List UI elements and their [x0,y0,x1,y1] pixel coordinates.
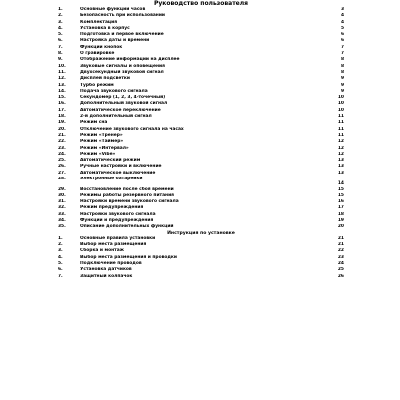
toc-entry-number: 19. [58,120,66,126]
toc-entry-number: 16. [58,101,66,107]
toc-entry-title: О гравировке [80,51,115,57]
toc-entry-title: Режим «Таймер» [80,139,124,145]
toc-entry-number: 1. [58,235,63,241]
toc-entry-page: 11 [337,114,344,120]
toc-entry-number: 5. [58,32,63,38]
toc-entry-title: Настройка даты и времени [80,38,150,44]
toc-entry-page: 7 [340,44,344,50]
toc-entry-number: 9. [58,57,63,63]
toc-entry-title: Подключение проводов [80,260,142,266]
toc-entry-number: 4. [58,25,63,31]
toc-entry-page: 16 [337,199,344,205]
toc-entry-title: Автоматический режим [80,158,141,164]
toc-entry-title: Настройки времени звукового сигнала [80,199,179,205]
toc-entry-number: 2. [58,13,63,19]
toc-entry-title: Выбор места размещения [80,242,147,248]
toc-entry-number: 25. [58,158,66,164]
toc-entry [58,224,344,230]
toc-entry-title: Основные правила установки [80,235,156,241]
toc-entry-page: 10 [337,95,344,101]
toc-entry-page: 23 [337,254,344,260]
toc-entry-title: Ручные настройки и включение [80,164,162,170]
toc-entry-title: Сборка и монтаж [80,248,125,254]
toc-entry-number: 14. [58,88,66,94]
toc-entry-number: 13. [58,82,66,88]
toc-entry-title: Описание дополнительных функций [80,224,174,230]
toc-entry-number: 6. [58,38,63,44]
document-title: Руководство пользователя [153,0,248,7]
toc-entry-page: 12 [337,145,344,151]
toc-entry-number: 26. [58,164,66,170]
toc-entry-page: 13 [337,170,344,176]
toc-entry-page: 15 [337,186,344,192]
toc-entry-title: Отключение звукового сигнала на часах [80,126,184,132]
toc-entry-title: Звуковые сигналы и оповещения [80,63,165,69]
toc-entry-title: Отображение информации на дисплее [80,57,180,63]
toc-entry-page: 20 [337,224,344,230]
toc-entry-number: 28. [58,177,66,182]
toc-entry-number: 35. [58,224,66,230]
toc-entry-number: 8. [58,51,63,57]
toc-entry-page: 14 [337,180,344,186]
toc-entry-number: 17. [58,107,66,113]
toc-entry-page: 7 [340,51,344,57]
toc-entry-title: Восстановление после сбоя времени [80,186,174,192]
toc-entry-page: 11 [337,120,344,126]
toc-entry-title: Режим сна [80,120,108,126]
section-heading: Инструкция по установке [167,230,235,236]
toc-entry-title: Секундомер (1, 2, 3, 4-точечный) [80,95,166,101]
toc-entry-page: 26 [337,273,344,279]
toc-entry-title: Турбо режим [80,82,114,88]
toc-entry-title: Комплектация [80,19,118,25]
toc-entry-page: 3 [340,7,344,12]
toc-entry-page: 21 [337,242,344,248]
toc-entry-page: 8 [340,57,344,63]
toc-entry-number: 15. [58,95,66,101]
toc-entry-number: 1. [58,7,63,12]
toc-entry-page: 8 [340,69,344,75]
toc-entry-number: 4. [58,254,63,260]
toc-entry-number: 18. [58,114,66,120]
toc-entry-number: 29. [58,186,66,192]
toc-entry-page: 22 [337,248,344,254]
toc-entry-title: Выбор места размещения и проводки [80,254,177,260]
toc-entry-page: 6 [340,32,344,38]
table-of-contents-installation [58,236,344,280]
toc-entry-number: 32. [58,205,66,211]
toc-entry-page: 11 [337,126,344,132]
toc-entry-page: 21 [337,235,344,241]
toc-entry-page: 11 [337,132,344,138]
toc-entry-page: 12 [337,139,344,145]
toc-entry-number: 20. [58,126,66,132]
toc-entry-number: 7. [58,44,63,50]
toc-entry-title: Режим предупреждения [80,205,144,211]
toc-entry-page: 13 [337,164,344,170]
toc-entry-page: 13 [337,158,344,164]
toc-entry-title: Режим «Интервал» [80,145,129,151]
toc-entry-number: 7. [58,273,63,279]
toc-entry-number: 21. [58,132,66,138]
toc-entry-page: 9 [340,82,344,88]
toc-entry-number: 5. [58,260,63,266]
toc-entry-title: Режим «Vibe» [80,151,116,157]
toc-entry-page: 12 [337,151,344,157]
toc-entry-title: Двухсекундный звуковой сигнал [80,69,164,75]
toc-entry-page: 10 [337,101,344,107]
toc-entry-title: Защитный колпачок [80,273,133,279]
toc-entry-title: Подготовка и первое включение [80,32,164,38]
toc-entry-title: Подача звукового сигнала [80,88,148,94]
toc-entry-page: 18 [337,211,344,217]
toc-entry-title: Режим «Тренер» [80,132,123,138]
toc-entry-page: 6 [340,38,344,44]
toc-entry-title: Безопасность при использовании [80,13,165,19]
toc-entry [58,274,344,280]
toc-entry-title: Электронные батарейки [80,177,143,182]
toc-entry-number: 12. [58,76,66,82]
toc-entry-page: 25 [337,267,344,273]
toc-entry-number: 10. [58,63,66,69]
toc-entry-number: 2. [58,242,63,248]
toc-entry-page: 17 [337,205,344,211]
toc-entry-number: 3. [58,248,63,254]
toc-entry-page: 19 [337,218,344,223]
table-of-contents [58,7,344,231]
toc-entry-number: 3. [58,19,63,25]
toc-entry-page: 4 [340,19,344,25]
toc-entry-title: Функции и предупреждения [80,218,154,223]
toc-entry-page: 9 [340,76,344,82]
toc-entry-title: Дополнительный звуковой сигнал [80,101,168,107]
toc-entry-page: 4 [340,13,344,19]
toc-entry-page: 8 [340,63,344,69]
toc-entry-title: Автоматическое выключение [80,170,156,176]
toc-entry-number: 22. [58,139,66,145]
toc-entry-number: 23. [58,145,66,151]
toc-entry-title: Установка датчиков [80,267,132,273]
toc-entry-number: 34. [58,218,66,223]
toc-entry-page: 5 [340,25,344,31]
toc-entry-page: 10 [337,107,344,113]
toc-entry-title: Автоматическое переключение [80,107,161,113]
toc-entry-number: 31. [58,199,66,205]
toc-entry-title: Основные функции часов [80,7,146,12]
toc-entry [58,177,344,187]
toc-entry-number: 27. [58,170,66,176]
toc-entry-title: Настройки звукового сигнала [80,211,156,217]
toc-entry-page: 9 [340,88,344,94]
toc-entry-number: 11. [58,69,66,75]
toc-entry-number: 6. [58,267,63,273]
toc-entry-page: 24 [337,260,344,266]
toc-entry-page: 15 [337,192,344,198]
toc-entry-title: Дисплей подсветки [80,76,130,82]
toc-entry-title: Установка в корпус [80,25,130,31]
toc-entry-title: 2-й дополнительный сигнал [80,114,152,120]
toc-entry-number: 30. [58,192,66,198]
toc-entry-title: Функции кнопок [80,44,123,50]
toc-entry-number: 33. [58,211,66,217]
toc-entry-number: 24. [58,151,66,157]
toc-entry-title: Режимы работы резервного питания [80,192,174,198]
